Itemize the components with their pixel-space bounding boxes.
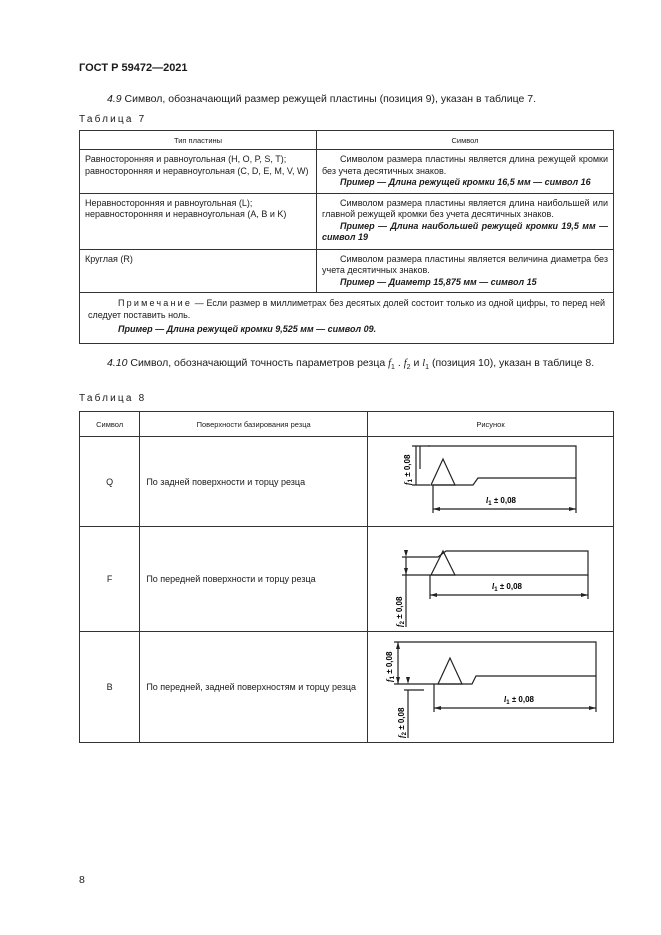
table-row: [80, 150, 614, 194]
table-row: [80, 632, 614, 743]
insert-type: Равносторонняя и равноугольная (H, O, P, S, T); равносторонняя и неравноугольная (C, D, E, M, V, W): [80, 150, 317, 194]
separator: .: [394, 357, 404, 369]
symbol-text: Символом размера пластины является величина диаметра без учета десятичных знаков.: [322, 253, 608, 275]
table-row: [80, 193, 614, 249]
dim-f1-label: $f_1 \pm 0,08$: [384, 651, 396, 682]
table-7: [79, 130, 614, 344]
arrow-icon: [406, 677, 410, 684]
figure-f: [367, 527, 613, 632]
paragraph-4-10: [79, 356, 614, 375]
subscript: 1: [391, 364, 395, 372]
arrow-icon: [581, 593, 588, 597]
insert-triangle: [431, 459, 455, 485]
symbol-cell: [317, 193, 614, 249]
subscript: 1: [425, 364, 430, 372]
clause-text: (позиция 10), указан в таблице 8.: [429, 357, 595, 369]
subscript: 2: [406, 364, 411, 372]
note-label: Примечание: [118, 298, 193, 308]
table-row: [80, 527, 614, 632]
surface-description: По передней поверхности и торцу резца: [140, 527, 368, 632]
paragraph-4-9: [79, 92, 614, 107]
tool-diagram-f: [368, 527, 613, 631]
col-header-symbol: Символ: [317, 131, 614, 150]
symbol-text: Символом размера пластины является длина наибольшей или главной режущей кромки без учета десятичных знаков.: [322, 197, 608, 219]
symbol-b: B: [80, 632, 140, 743]
symbol-f: f: [403, 358, 407, 369]
symbol-q: Q: [80, 437, 140, 527]
symbol-cell: [317, 249, 614, 293]
arrow-icon: [433, 507, 440, 511]
document-code: ГОСТ Р 59472—2021: [79, 62, 188, 74]
table7-caption: [79, 114, 144, 125]
dim-l1-label: $l_1 \pm 0,08$: [503, 695, 534, 706]
table-row: [80, 249, 614, 293]
tool-diagram-q: [368, 437, 613, 526]
figure-q: [367, 437, 613, 527]
col-header-type: Тип пластины: [80, 131, 317, 150]
arrow-icon: [396, 642, 400, 649]
dim-f2-label: $f_2 \pm 0,08$: [396, 707, 408, 738]
caption-word: Таблица: [79, 114, 134, 125]
caption-number: 8: [138, 393, 145, 404]
arrow-icon: [434, 706, 441, 710]
symbol-example: Пример — Диаметр 15,875 мм — символ 15: [340, 276, 537, 287]
figure-b: [367, 632, 613, 743]
dim-f1-label: $f_1 \pm 0,08$: [402, 454, 414, 485]
tool-body-outline: [432, 642, 596, 684]
note-example: Пример — Длина режущей кромки 9,525 мм — символ 09.: [118, 324, 377, 334]
symbol-example: Пример — Длина наибольшей режущей кромки 19,5 мм — символ 19: [322, 220, 608, 242]
table-8: [79, 411, 614, 743]
arrow-icon: [404, 568, 408, 575]
table-note-row: [80, 293, 614, 344]
clause-text: Символ, обозначающий точность параметров резца: [127, 357, 389, 369]
arrow-icon: [589, 706, 596, 710]
separator: и: [410, 357, 423, 369]
col-header-symbol: Символ: [80, 412, 140, 437]
caption-number: 7: [138, 114, 145, 125]
note-text: — Если размер в миллиметрах без десятых долей состоит только из одной цифры, то перед ней следует поставить ноль.: [88, 298, 605, 320]
tool-body-outline: [428, 446, 576, 485]
insert-type: Круглая (R): [80, 249, 317, 293]
clause-number: 4.9: [107, 93, 122, 105]
page-number: 8: [79, 874, 85, 886]
tool-diagram-b: [368, 632, 613, 742]
symbol-text: Символом размера пластины является длина режущей кромки без учета десятичных знаков.: [322, 154, 608, 176]
insert-type: Неравносторонняя и равноугольная (L); неравносторонняя и неравноугольная (A, B и K): [80, 193, 317, 249]
table-row: [80, 437, 614, 527]
col-header-figure: Рисунок: [367, 412, 613, 437]
dim-l1-label: $l_1 \pm 0,08$: [485, 496, 516, 507]
surface-description: По задней поверхности и торцу резца: [140, 437, 368, 527]
table8-caption: [79, 393, 144, 404]
surface-description: По передней, задней поверхностям и торцу резца: [140, 632, 368, 743]
arrow-icon: [396, 677, 400, 684]
symbol-l: l: [422, 358, 426, 369]
caption-word: Таблица: [79, 393, 134, 404]
symbol-cell: [317, 150, 614, 194]
arrow-icon: [404, 550, 408, 557]
arrow-icon: [430, 593, 437, 597]
insert-triangle: [431, 551, 455, 575]
col-header-surface: Поверхности базирования резца: [140, 412, 368, 437]
clause-number: 4.10: [107, 357, 128, 369]
symbol-f: f: [388, 358, 392, 369]
symbol-f: F: [80, 527, 140, 632]
dim-f2-label: $f_2 \pm 0,08$: [394, 596, 406, 627]
insert-triangle: [438, 658, 462, 684]
symbol-example: Пример — Длина режущей кромки 16,5 мм — символ 16: [340, 177, 591, 187]
table-note: [80, 293, 614, 344]
clause-text: Символ, обозначающий размер режущей пластины (позиция 9), указан в таблице 7.: [121, 93, 536, 105]
arrow-icon: [569, 507, 576, 511]
dim-l1-label: $l_1 \pm 0,08$: [491, 582, 522, 593]
